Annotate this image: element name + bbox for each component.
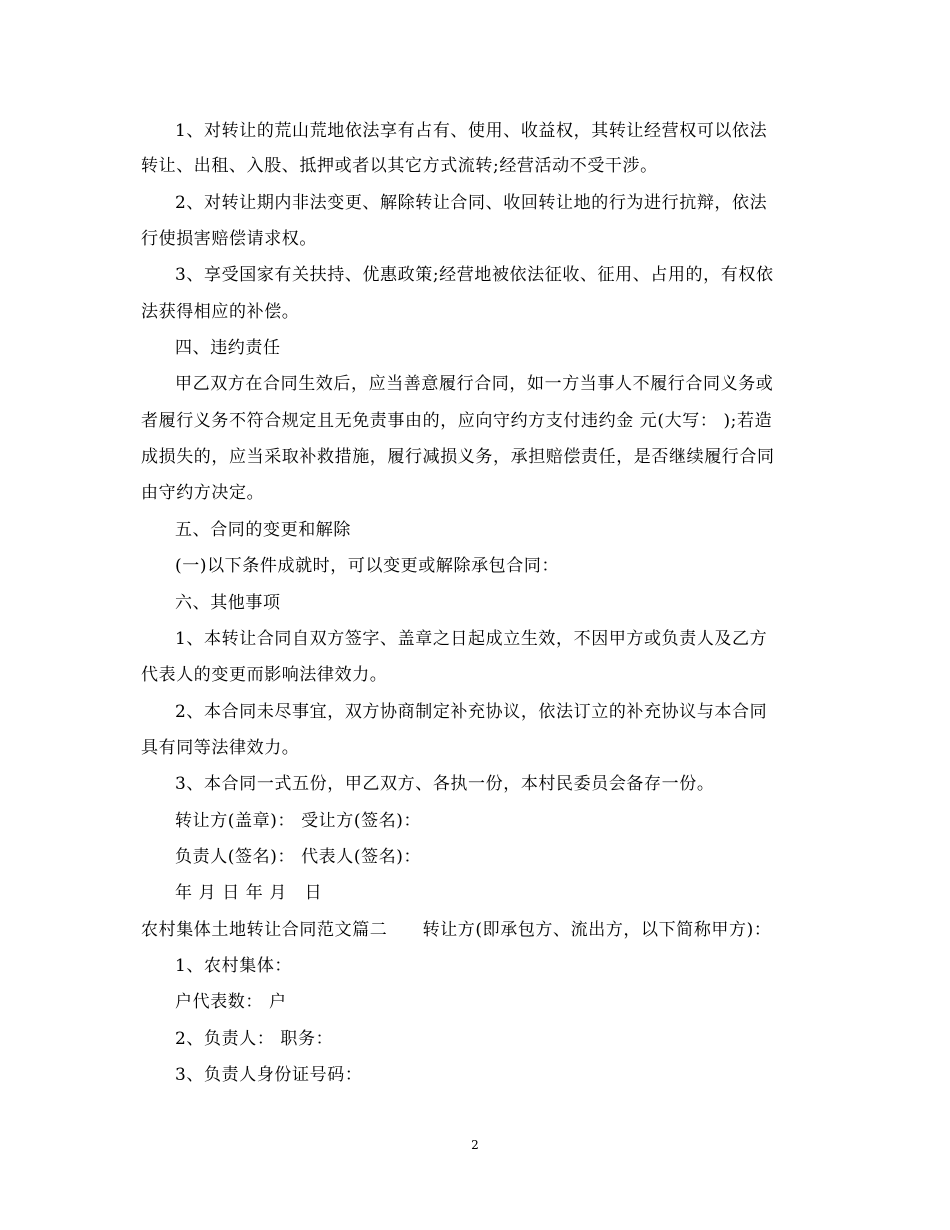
paragraph-line: 行使损害赔偿请求权。 (141, 229, 317, 249)
paragraph-line: 者履行义务不符合规定且无免责事由的，应向守约方支付违约金 元(大写： );若造 (141, 411, 773, 431)
paragraph-line: 1、本转让合同自双方签字、盖章之日起成立生效，不因甲方或负责人及乙方 (175, 629, 768, 649)
paragraph-line: 3、本合同一式五份，甲乙双方、各执一份，本村民委员会备存一份。 (175, 774, 715, 794)
paragraph-line: 甲乙双方在合同生效后，应当善意履行合同，如一方当事人不履行合同义务或 (175, 374, 774, 394)
paragraph-line: 2、对转让期内非法变更、解除转让合同、收回转让地的行为进行抗辩，依法 (175, 193, 768, 213)
paragraph-line: 成损失的，应当采取补救措施，履行减损义务，承担赔偿责任，是否继续履行合同 (141, 447, 775, 467)
section-heading: 五、合同的变更和解除 (175, 520, 351, 540)
paragraph-line: 法获得相应的补偿。 (141, 302, 300, 322)
section-title: 农村集体土地转让合同范文篇二 转让方(即承包方、流出方，以下简称甲方)： (141, 920, 772, 940)
paragraph-line: 代表人的变更而影响法律效力。 (141, 665, 388, 685)
signature-line: 转让方(盖章)： 受让方(签名)： (175, 811, 422, 831)
section-heading: 六、其他事项 (175, 593, 281, 613)
paragraph-line: (一)以下条件成就时，可以变更或解除承包合同： (175, 556, 560, 576)
paragraph-line: 3、负责人身份证号码： (175, 1065, 363, 1085)
date-line: 年 月 日 年 月 日 (175, 883, 323, 903)
paragraph-line: 1、对转让的荒山荒地依法享有占有、使用、收益权，其转让经营权可以依法 (175, 121, 768, 141)
paragraph-line: 3、享受国家有关扶持、优惠政策;经营地被依法征收、征用、占用的，有权依 (175, 265, 774, 285)
paragraph-line: 转让、出租、入股、抵押或者以其它方式流转;经营活动不受干涉。 (141, 156, 658, 176)
paragraph-line: 由守约方决定。 (141, 483, 265, 503)
paragraph-line: 具有同等法律效力。 (141, 738, 300, 758)
signature-line: 负责人(签名)： 代表人(签名)： (175, 847, 422, 867)
page-number: 2 (471, 1138, 479, 1152)
section-heading: 四、违约责任 (175, 338, 281, 358)
paragraph-line: 户代表数： 户 (175, 992, 287, 1012)
paragraph-line: 2、负责人： 职务： (175, 1029, 334, 1049)
paragraph-line: 1、农村集体： (175, 956, 293, 976)
paragraph-line: 2、本合同未尽事宜，双方协商制定补充协议，依法订立的补充协议与本合同 (175, 702, 768, 722)
